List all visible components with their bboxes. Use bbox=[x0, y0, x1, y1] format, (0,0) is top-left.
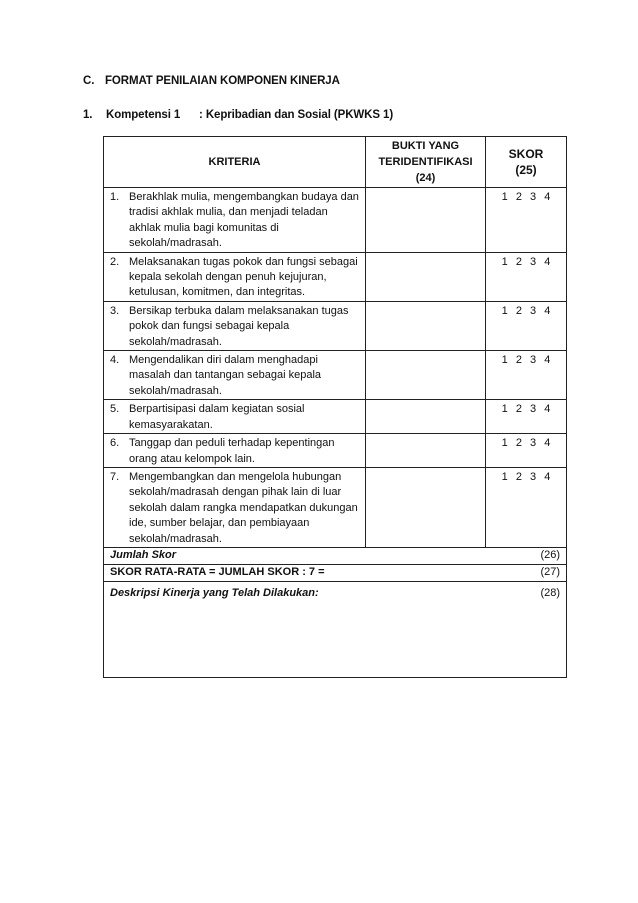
criteria-text: Tanggap dan peduli terhadap kepentingan orang atau kelompok lain. bbox=[129, 437, 335, 465]
skor-rata-label: SKOR RATA-RATA = JUMLAH SKOR : 7 = bbox=[110, 565, 325, 578]
criteria-text: Bersikap terbuka dalam melaksanakan tugas pokok dan fungsi sebagai kepala sekolah/madrasah. bbox=[129, 304, 349, 348]
criteria-text: Berakhlak mulia, mengembangkan budaya dan tradisi akhlak mulia, dan menjadi teladan akhlak mulia bagi komunitas di sekolah/madrasah. bbox=[129, 191, 359, 250]
deskripsi-label: Deskripsi Kinerja yang Telah Dilakukan: bbox=[110, 586, 319, 599]
competency-value: : Kepribadian dan Sosial (PKWKS 1) bbox=[199, 109, 394, 121]
criteria-number: 6. bbox=[110, 437, 120, 450]
criteria-row bbox=[104, 301, 567, 350]
header-bukti-code: (24) bbox=[415, 172, 436, 184]
criteria-number: 3. bbox=[110, 304, 120, 317]
criteria-number: 4. bbox=[110, 354, 120, 367]
competency-number: 1. bbox=[83, 109, 93, 121]
bukti-cell[interactable] bbox=[366, 400, 486, 434]
header-bukti-line2: TERIDENTIFIKASI bbox=[378, 156, 473, 168]
header-bukti-line1: BUKTI YANG bbox=[391, 140, 460, 152]
criteria-text: Mengendalikan diri dalam menghadapi masalah dan tantangan sebagai kepala sekolah/madrasah. bbox=[129, 354, 322, 397]
criteria-row bbox=[104, 351, 567, 400]
competency-label: Kompetensi 1 bbox=[106, 109, 181, 121]
criteria-cell bbox=[104, 467, 366, 547]
criteria-text: Mengembangkan dan mengelola hubungan sekolah/madrasah dengan pihak lain di luar sekolah dalam rangka mendapatkan dukungan ide, sumber belajar, dan pembiayaan sekolah/madrasah. bbox=[129, 470, 358, 545]
bukti-cell[interactable] bbox=[366, 467, 486, 547]
section-heading bbox=[83, 75, 340, 87]
header-skor bbox=[486, 137, 567, 188]
section-title: FORMAT PENILAIAN KOMPONEN KINERJA bbox=[105, 75, 340, 87]
bukti-cell[interactable] bbox=[366, 188, 486, 253]
criteria-row bbox=[104, 252, 567, 301]
bukti-cell[interactable] bbox=[366, 351, 486, 400]
skor-scale[interactable]: 1 2 3 4 bbox=[486, 301, 567, 350]
criteria-number: 5. bbox=[110, 403, 120, 416]
skor-scale[interactable]: 1 2 3 4 bbox=[486, 400, 567, 434]
skor-scale[interactable]: 1 2 3 4 bbox=[486, 467, 567, 547]
criteria-number: 7. bbox=[110, 470, 120, 483]
bukti-cell[interactable] bbox=[366, 301, 486, 350]
criteria-text: Melaksanakan tugas pokok dan fungsi sebagai kepala sekolah dengan penuh kejujuran, ketulusan, komitmen, dan integritas. bbox=[129, 255, 358, 299]
jumlah-skor-label: Jumlah Skor bbox=[110, 548, 177, 561]
criteria-cell bbox=[104, 400, 366, 434]
criteria-text: Berpartisipasi dalam kegiatan sosial kemasyarakatan. bbox=[129, 403, 305, 431]
header-kriteria: KRITERIA bbox=[104, 137, 366, 188]
criteria-cell bbox=[104, 252, 366, 301]
deskripsi-code: (28) bbox=[540, 586, 560, 599]
deskripsi-row bbox=[104, 581, 567, 677]
skor-scale[interactable]: 1 2 3 4 bbox=[486, 434, 567, 468]
criteria-cell bbox=[104, 351, 366, 400]
criteria-cell bbox=[104, 301, 366, 350]
header-skor-code: (25) bbox=[515, 163, 537, 177]
criteria-item bbox=[110, 402, 361, 433]
section-number: C. bbox=[83, 75, 95, 87]
competency-heading bbox=[83, 109, 393, 121]
skor-scale[interactable]: 1 2 3 4 bbox=[486, 351, 567, 400]
criteria-item bbox=[110, 255, 361, 301]
skor-scale[interactable]: 1 2 3 4 bbox=[486, 188, 567, 253]
criteria-row bbox=[104, 400, 567, 434]
criteria-item bbox=[110, 353, 361, 399]
skor-rata-code: (27) bbox=[540, 565, 560, 578]
criteria-number: 2. bbox=[110, 255, 120, 268]
header-row bbox=[104, 137, 567, 188]
criteria-cell bbox=[104, 434, 366, 468]
jumlah-skor-code: (26) bbox=[540, 548, 560, 561]
deskripsi-field[interactable] bbox=[104, 581, 567, 677]
criteria-row bbox=[104, 188, 567, 253]
criteria-cell bbox=[104, 188, 366, 253]
jumlah-skor-row bbox=[104, 547, 567, 564]
criteria-row bbox=[104, 467, 567, 547]
bukti-cell[interactable] bbox=[366, 434, 486, 468]
bukti-cell[interactable] bbox=[366, 252, 486, 301]
skor-scale[interactable]: 1 2 3 4 bbox=[486, 252, 567, 301]
header-skor-label: SKOR bbox=[508, 147, 544, 161]
criteria-item bbox=[110, 470, 361, 547]
criteria-item bbox=[110, 190, 361, 252]
skor-rata-row bbox=[104, 564, 567, 581]
criteria-item bbox=[110, 436, 361, 467]
criteria-row bbox=[104, 434, 567, 468]
criteria-number: 1. bbox=[110, 191, 120, 203]
assessment-table bbox=[103, 136, 567, 678]
criteria-item bbox=[110, 304, 361, 350]
header-bukti bbox=[366, 137, 486, 188]
